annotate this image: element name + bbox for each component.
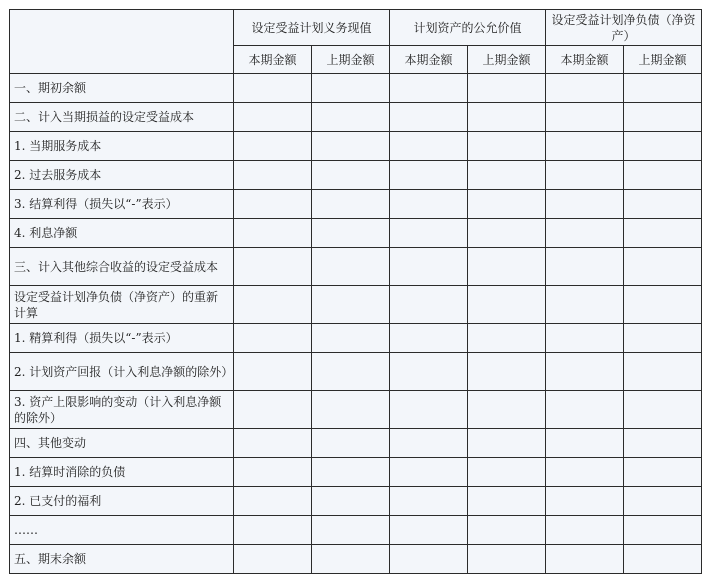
header-prior-amount: 上期金额 <box>468 46 546 74</box>
amount-cell <box>546 458 624 487</box>
amount-cell <box>234 74 312 103</box>
amount-cell <box>234 391 312 429</box>
amount-cell <box>546 103 624 132</box>
table-row <box>10 324 702 353</box>
amount-cell <box>312 487 390 516</box>
amount-cell <box>468 429 546 458</box>
amount-cell <box>390 458 468 487</box>
amount-cell <box>234 190 312 219</box>
row-label: 1. 精算利得（损失以“-”表示） <box>10 324 234 353</box>
amount-cell <box>468 487 546 516</box>
amount-cell <box>390 132 468 161</box>
amount-cell <box>468 74 546 103</box>
amount-cell <box>312 74 390 103</box>
table-row <box>10 487 702 516</box>
amount-cell <box>624 487 702 516</box>
header-prior-amount: 上期金额 <box>312 46 390 74</box>
amount-cell <box>624 353 702 391</box>
amount-cell <box>468 103 546 132</box>
table-row <box>10 219 702 248</box>
row-label: 3. 结算利得（损失以“-”表示） <box>10 190 234 219</box>
amount-cell <box>468 545 546 574</box>
header-current-amount: 本期金额 <box>546 46 624 74</box>
table-row <box>10 248 702 286</box>
amount-cell <box>624 103 702 132</box>
table-row <box>10 132 702 161</box>
amount-cell <box>390 219 468 248</box>
amount-cell <box>234 487 312 516</box>
amount-cell <box>546 391 624 429</box>
header-group-net-liability: 设定受益计划净负债（净资产） <box>546 10 702 46</box>
amount-cell <box>468 286 546 324</box>
amount-cell <box>624 516 702 545</box>
amount-cell <box>546 353 624 391</box>
amount-cell <box>234 248 312 286</box>
amount-cell <box>390 161 468 190</box>
table-row <box>10 545 702 574</box>
table-row <box>10 516 702 545</box>
amount-cell <box>312 458 390 487</box>
amount-cell <box>468 161 546 190</box>
amount-cell <box>312 190 390 219</box>
amount-cell <box>624 324 702 353</box>
amount-cell <box>468 190 546 219</box>
amount-cell <box>624 286 702 324</box>
amount-cell <box>624 545 702 574</box>
defined-benefit-plan-table <box>9 9 702 574</box>
table-body <box>10 74 702 574</box>
amount-cell <box>390 286 468 324</box>
amount-cell <box>390 74 468 103</box>
table-row <box>10 458 702 487</box>
amount-cell <box>234 324 312 353</box>
amount-cell <box>234 429 312 458</box>
table-row <box>10 103 702 132</box>
amount-cell <box>390 545 468 574</box>
table-row <box>10 74 702 103</box>
benefit-plan-table-container <box>9 9 702 574</box>
table-row <box>10 353 702 391</box>
amount-cell <box>546 74 624 103</box>
amount-cell <box>234 516 312 545</box>
amount-cell <box>624 190 702 219</box>
row-label: 2. 过去服务成本 <box>10 161 234 190</box>
amount-cell <box>390 353 468 391</box>
amount-cell <box>546 545 624 574</box>
header-prior-amount: 上期金额 <box>624 46 702 74</box>
row-label: 2. 已支付的福利 <box>10 487 234 516</box>
amount-cell <box>390 391 468 429</box>
amount-cell <box>624 429 702 458</box>
amount-cell <box>546 487 624 516</box>
row-label: 五、期末余额 <box>10 545 234 574</box>
row-label: 三、计入其他综合收益的设定受益成本 <box>10 248 234 286</box>
row-label: 一、期初余额 <box>10 74 234 103</box>
amount-cell <box>312 429 390 458</box>
header-item-blank <box>10 10 234 74</box>
header-group-obligation: 设定受益计划义务现值 <box>234 10 390 46</box>
amount-cell <box>312 161 390 190</box>
amount-cell <box>624 132 702 161</box>
amount-cell <box>468 324 546 353</box>
amount-cell <box>468 353 546 391</box>
amount-cell <box>546 516 624 545</box>
amount-cell <box>546 132 624 161</box>
header-group-plan-assets: 计划资产的公允价值 <box>390 10 546 46</box>
amount-cell <box>546 161 624 190</box>
row-label: 2. 计划资产回报（计入利息净额的除外） <box>10 353 234 391</box>
table-row <box>10 391 702 429</box>
amount-cell <box>312 516 390 545</box>
amount-cell <box>234 286 312 324</box>
amount-cell <box>546 429 624 458</box>
amount-cell <box>312 286 390 324</box>
amount-cell <box>234 103 312 132</box>
amount-cell <box>468 516 546 545</box>
row-label: 1. 结算时消除的负债 <box>10 458 234 487</box>
table-row <box>10 429 702 458</box>
amount-cell <box>390 429 468 458</box>
amount-cell <box>624 161 702 190</box>
amount-cell <box>234 545 312 574</box>
amount-cell <box>312 545 390 574</box>
amount-cell <box>546 190 624 219</box>
table-row <box>10 286 702 324</box>
row-label: 二、计入当期损益的设定受益成本 <box>10 103 234 132</box>
row-label: …… <box>10 516 234 545</box>
amount-cell <box>546 219 624 248</box>
amount-cell <box>312 353 390 391</box>
amount-cell <box>624 219 702 248</box>
row-label: 设定受益计划净负债（净资产）的重新计算 <box>10 286 234 324</box>
row-label: 1. 当期服务成本 <box>10 132 234 161</box>
amount-cell <box>234 458 312 487</box>
amount-cell <box>312 132 390 161</box>
row-label: 四、其他变动 <box>10 429 234 458</box>
amount-cell <box>390 190 468 219</box>
amount-cell <box>312 103 390 132</box>
amount-cell <box>312 248 390 286</box>
amount-cell <box>624 74 702 103</box>
header-current-amount: 本期金额 <box>390 46 468 74</box>
amount-cell <box>390 324 468 353</box>
amount-cell <box>234 161 312 190</box>
header-current-amount: 本期金额 <box>234 46 312 74</box>
amount-cell <box>468 391 546 429</box>
amount-cell <box>234 219 312 248</box>
row-label: 3. 资产上限影响的变动（计入利息净额的除外） <box>10 391 234 429</box>
amount-cell <box>468 248 546 286</box>
amount-cell <box>234 353 312 391</box>
amount-cell <box>468 219 546 248</box>
amount-cell <box>312 219 390 248</box>
amount-cell <box>624 391 702 429</box>
amount-cell <box>312 324 390 353</box>
amount-cell <box>468 458 546 487</box>
amount-cell <box>390 248 468 286</box>
amount-cell <box>390 103 468 132</box>
amount-cell <box>390 487 468 516</box>
amount-cell <box>234 132 312 161</box>
amount-cell <box>312 391 390 429</box>
amount-cell <box>390 516 468 545</box>
amount-cell <box>624 248 702 286</box>
row-label: 4. 利息净额 <box>10 219 234 248</box>
header-row-groups <box>10 10 702 46</box>
amount-cell <box>546 324 624 353</box>
amount-cell <box>546 286 624 324</box>
amount-cell <box>546 248 624 286</box>
amount-cell <box>468 132 546 161</box>
amount-cell <box>624 458 702 487</box>
table-row <box>10 190 702 219</box>
table-row <box>10 161 702 190</box>
